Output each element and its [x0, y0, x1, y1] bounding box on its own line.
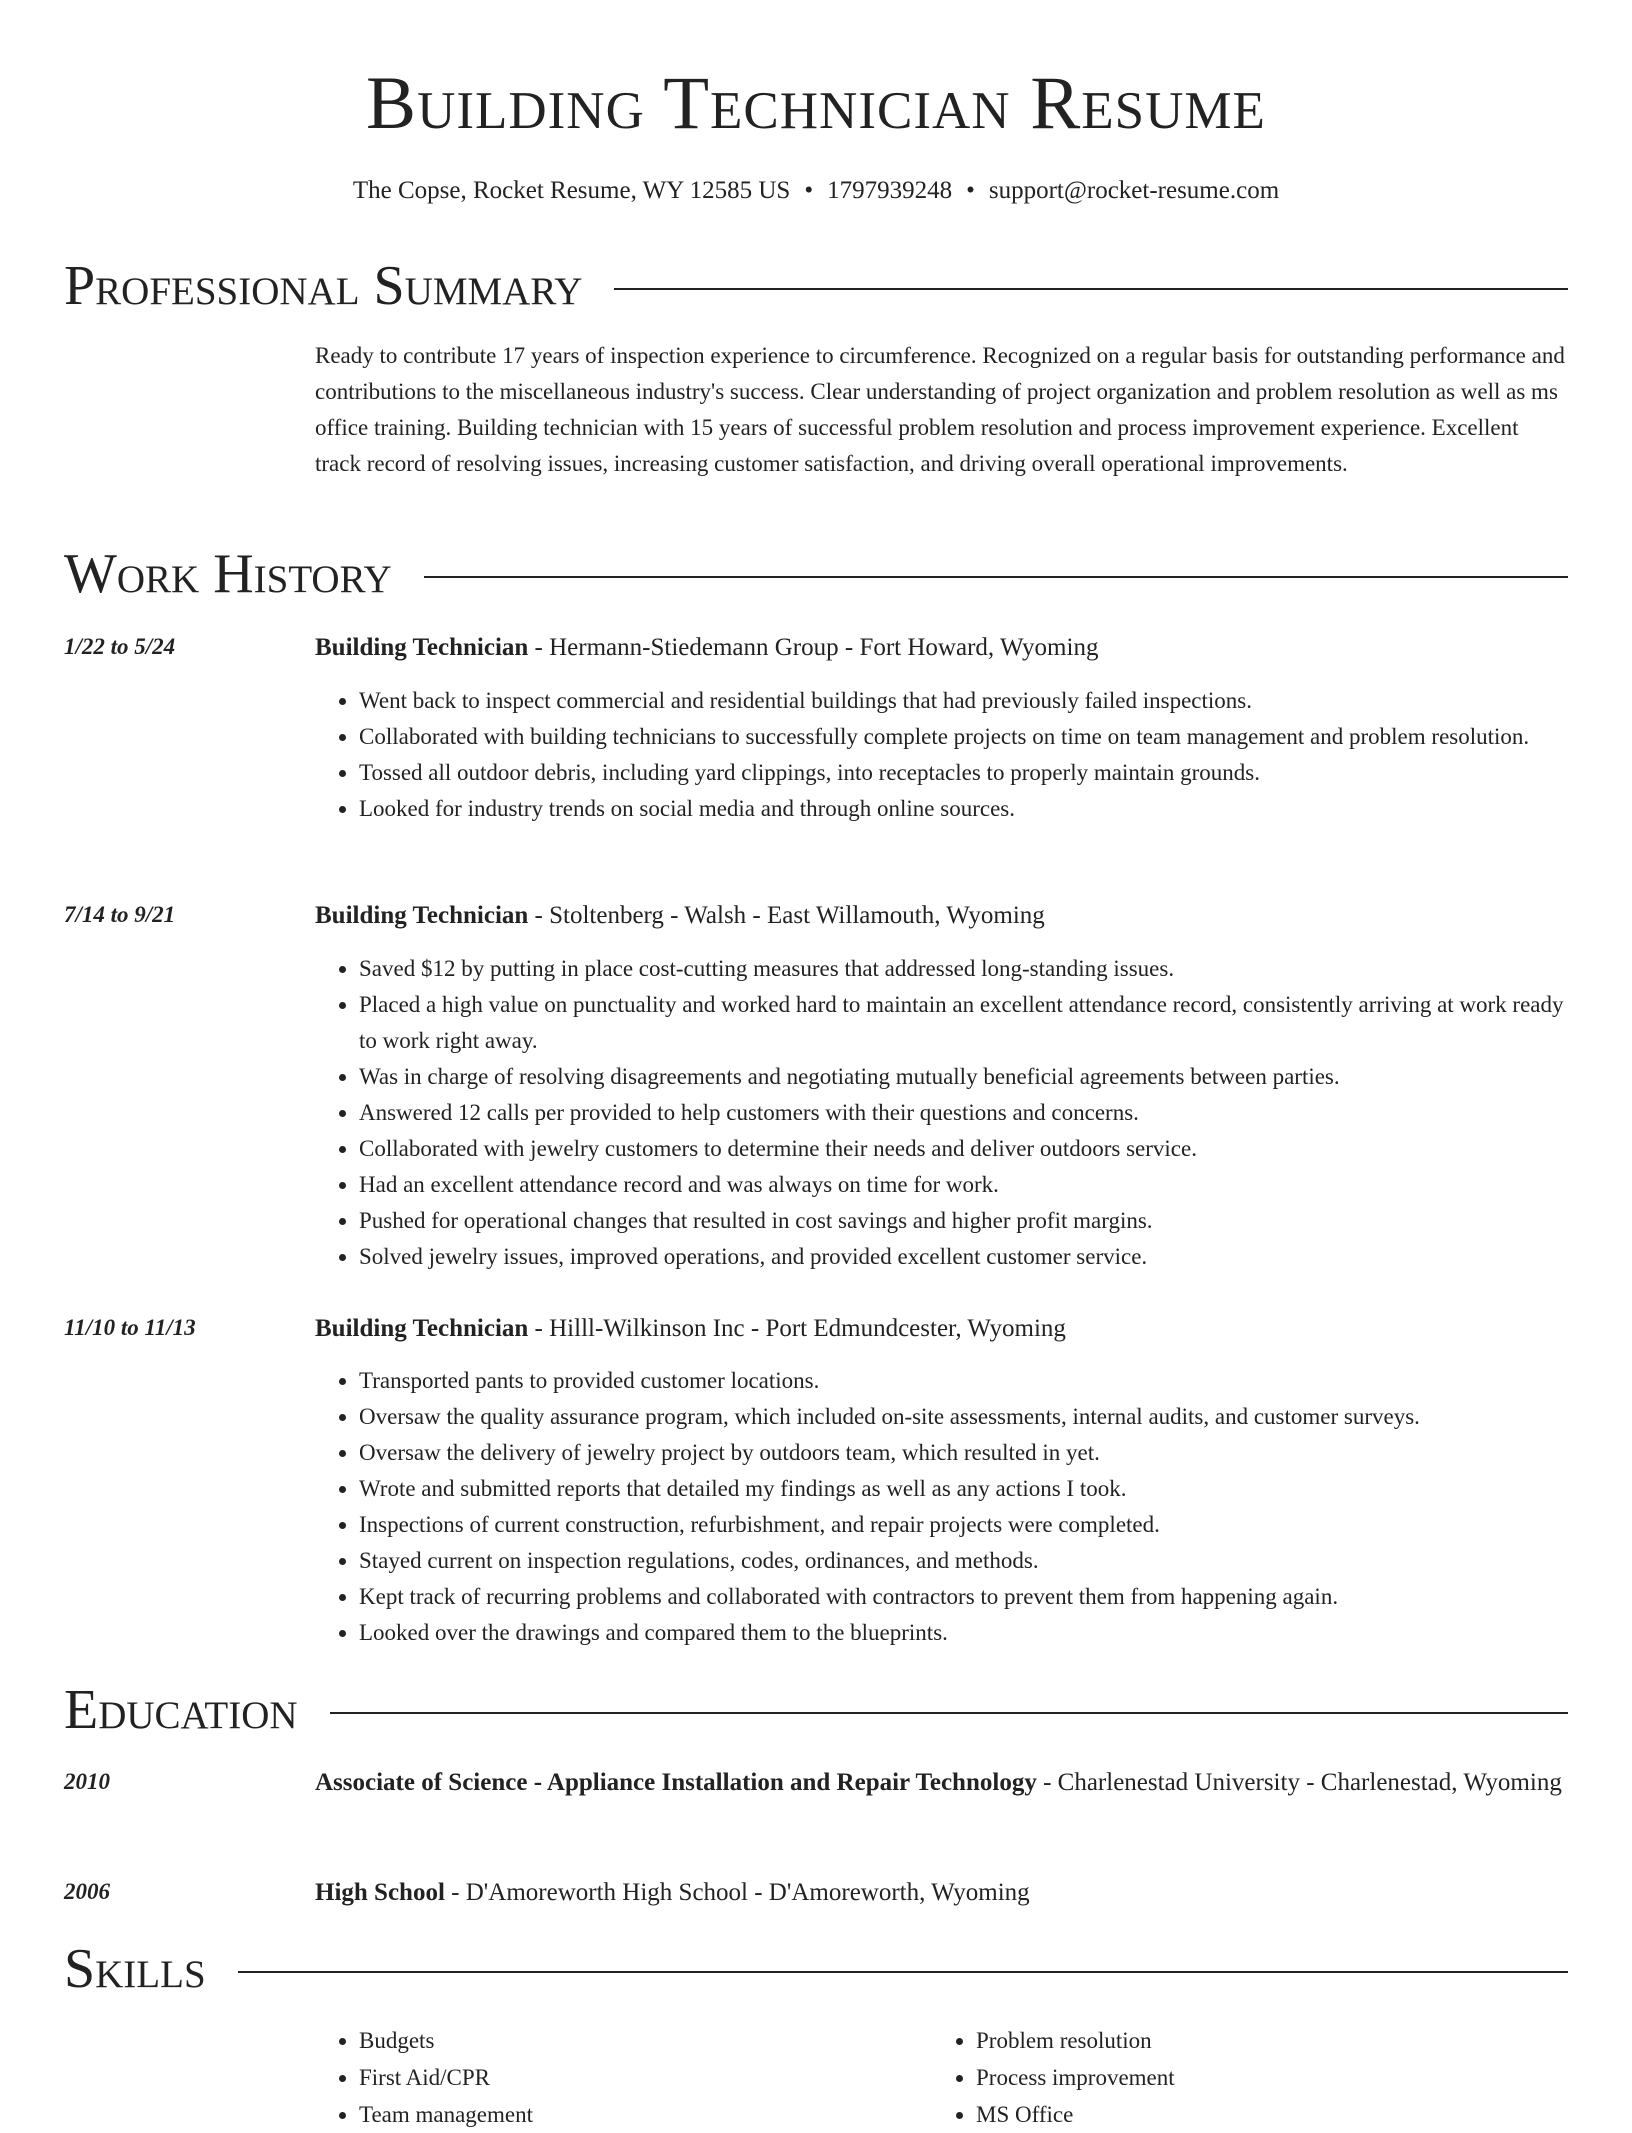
education-line [315, 1874, 1568, 1912]
job-details: - Hilll-Wilkinson Inc - Port Edmundcester, Wyoming [528, 1315, 1066, 1342]
job-bullet: • Collaborated with jewelry customers to determine their needs and deliver outdoors service. [359, 1131, 1568, 1167]
section-title-summary: Professional Summary [64, 255, 583, 317]
job-bullet: • Wrote and submitted reports that detailed my findings as well as any actions I took. [359, 1471, 1568, 1507]
contact-separator: • [804, 177, 814, 204]
job-bullet: • Tossed all outdoor debris, including yard clippings, into receptacles to properly maintain grounds. [359, 755, 1568, 791]
job-details: - Hermann-Stiedemann Group - Fort Howard, Wyoming [528, 634, 1099, 661]
job-bullet: • Saved $12 by putting in place cost-cutting measures that addressed long-standing issues. [359, 951, 1568, 987]
skill-item: • MS Office [976, 2096, 1536, 2133]
job-bullet: • Looked for industry trends on social media and through online sources. [359, 791, 1568, 827]
contact-address: The Copse, Rocket Resume, WY 12585 US [352, 177, 791, 204]
section-rule [614, 288, 1568, 290]
skill-item: • Problem resolution [976, 2022, 1536, 2059]
job-title-line [315, 897, 1568, 935]
job-bullet: • Pushed for operational changes that resulted in cost savings and higher profit margins. [359, 1203, 1568, 1239]
section-title-skills: Skills [64, 1938, 206, 2000]
education-degree: Associate of Science - Appliance Installation and Repair Technology [315, 1769, 1037, 1796]
job-bullets [315, 1363, 1568, 1651]
section-rule [330, 1712, 1568, 1714]
skill-item: • Budgets [359, 2022, 919, 2059]
education-year: 2006 [64, 1879, 110, 1904]
job-bullets [315, 683, 1568, 827]
section-rule [424, 576, 1568, 578]
job-dates: 1/22 to 5/24 [64, 634, 176, 659]
skills-list-left [315, 2022, 919, 2133]
section-header-education [64, 1678, 1568, 1742]
education-details: - D'Amoreworth High School - D'Amoreworth, Wyoming [444, 1879, 1030, 1906]
education-line [315, 1764, 1568, 1802]
contact-line [0, 174, 1632, 208]
job-title: Building Technician [315, 634, 529, 661]
resume-title: Building Technician Resume [366, 62, 1266, 145]
job-bullets [315, 951, 1568, 1275]
job-bullet: • Oversaw the delivery of jewelry project by outdoors team, which resulted in yet. [359, 1435, 1568, 1471]
education-details: - Charlenestad University - Charlenestad, Wyoming [1036, 1769, 1562, 1796]
job-bullet: • Looked over the drawings and compared them to the blueprints. [359, 1615, 1568, 1651]
education-degree: High School [315, 1879, 445, 1906]
contact-separator: • [966, 177, 975, 204]
skill-item: • Process improvement [976, 2059, 1536, 2096]
job-bullet: • Was in charge of resolving disagreements and negotiating mutually beneficial agreements between parties. [359, 1059, 1568, 1095]
job-title: Building Technician [315, 1315, 529, 1342]
skill-item: • First Aid/CPR [359, 2059, 919, 2096]
job-bullet: • Kept track of recurring problems and collaborated with contractors to prevent them from happening again. [359, 1579, 1568, 1615]
job-dates: 11/10 to 11/13 [64, 1315, 196, 1340]
contact-phone: 1797939248 [827, 177, 953, 204]
section-header-summary [64, 254, 1568, 318]
job-bullet: • Stayed current on inspection regulations, codes, ordinances, and methods. [359, 1543, 1568, 1579]
job-bullet: • Placed a high value on punctuality and worked hard to maintain an excellent attendance record, consistently arriving at work ready to work right away. [359, 987, 1568, 1059]
section-header-work [64, 542, 1568, 606]
job-title: Building Technician [315, 902, 529, 929]
job-bullet: • Had an excellent attendance record and was always on time for work. [359, 1167, 1568, 1203]
job-bullet: • Collaborated with building technicians to successfully complete projects on time on team management and problem resolution. [359, 719, 1568, 755]
contact-email: support@rocket-resume.com [988, 177, 1280, 204]
section-title-work: Work History [64, 543, 392, 605]
job-title-line [315, 629, 1568, 667]
skills-list-right [932, 2022, 1536, 2133]
skill-item: • Team management [359, 2096, 919, 2133]
job-bullet: • Inspections of current construction, refurbishment, and repair projects were completed. [359, 1507, 1568, 1543]
job-dates: 7/14 to 9/21 [64, 902, 176, 927]
job-bullet: • Oversaw the quality assurance program, which included on-site assessments, internal audits, and customer surveys. [359, 1399, 1568, 1435]
job-title-line [315, 1310, 1568, 1348]
job-bullet: • Solved jewelry issues, improved operations, and provided excellent customer service. [359, 1239, 1568, 1275]
section-title-education: Education [64, 1679, 298, 1741]
section-header-skills [64, 1937, 1568, 2001]
job-bullet: • Went back to inspect commercial and residential buildings that had previously failed inspections. [359, 683, 1568, 719]
summary-text: Ready to contribute 17 years of inspection experience to circumference. Recognized on a regular basis for outstanding performance and contributions to the miscellaneous industry's success. Clear understanding of project organization and problem resolution as well as ms office training. Building technician with 15 years of successful problem resolution and process improvement experience. Excellent track record of resolving issues, increasing customer satisfaction, and driving overall operational improvements. [315, 343, 1565, 476]
education-year: 2010 [64, 1769, 110, 1794]
job-bullet: • Transported pants to provided customer locations. [359, 1363, 1568, 1399]
section-rule [238, 1971, 1568, 1973]
job-details: - Stoltenberg - Walsh - East Willamouth, Wyoming [528, 902, 1045, 929]
job-bullet: • Answered 12 calls per provided to help customers with their questions and concerns. [359, 1095, 1568, 1131]
